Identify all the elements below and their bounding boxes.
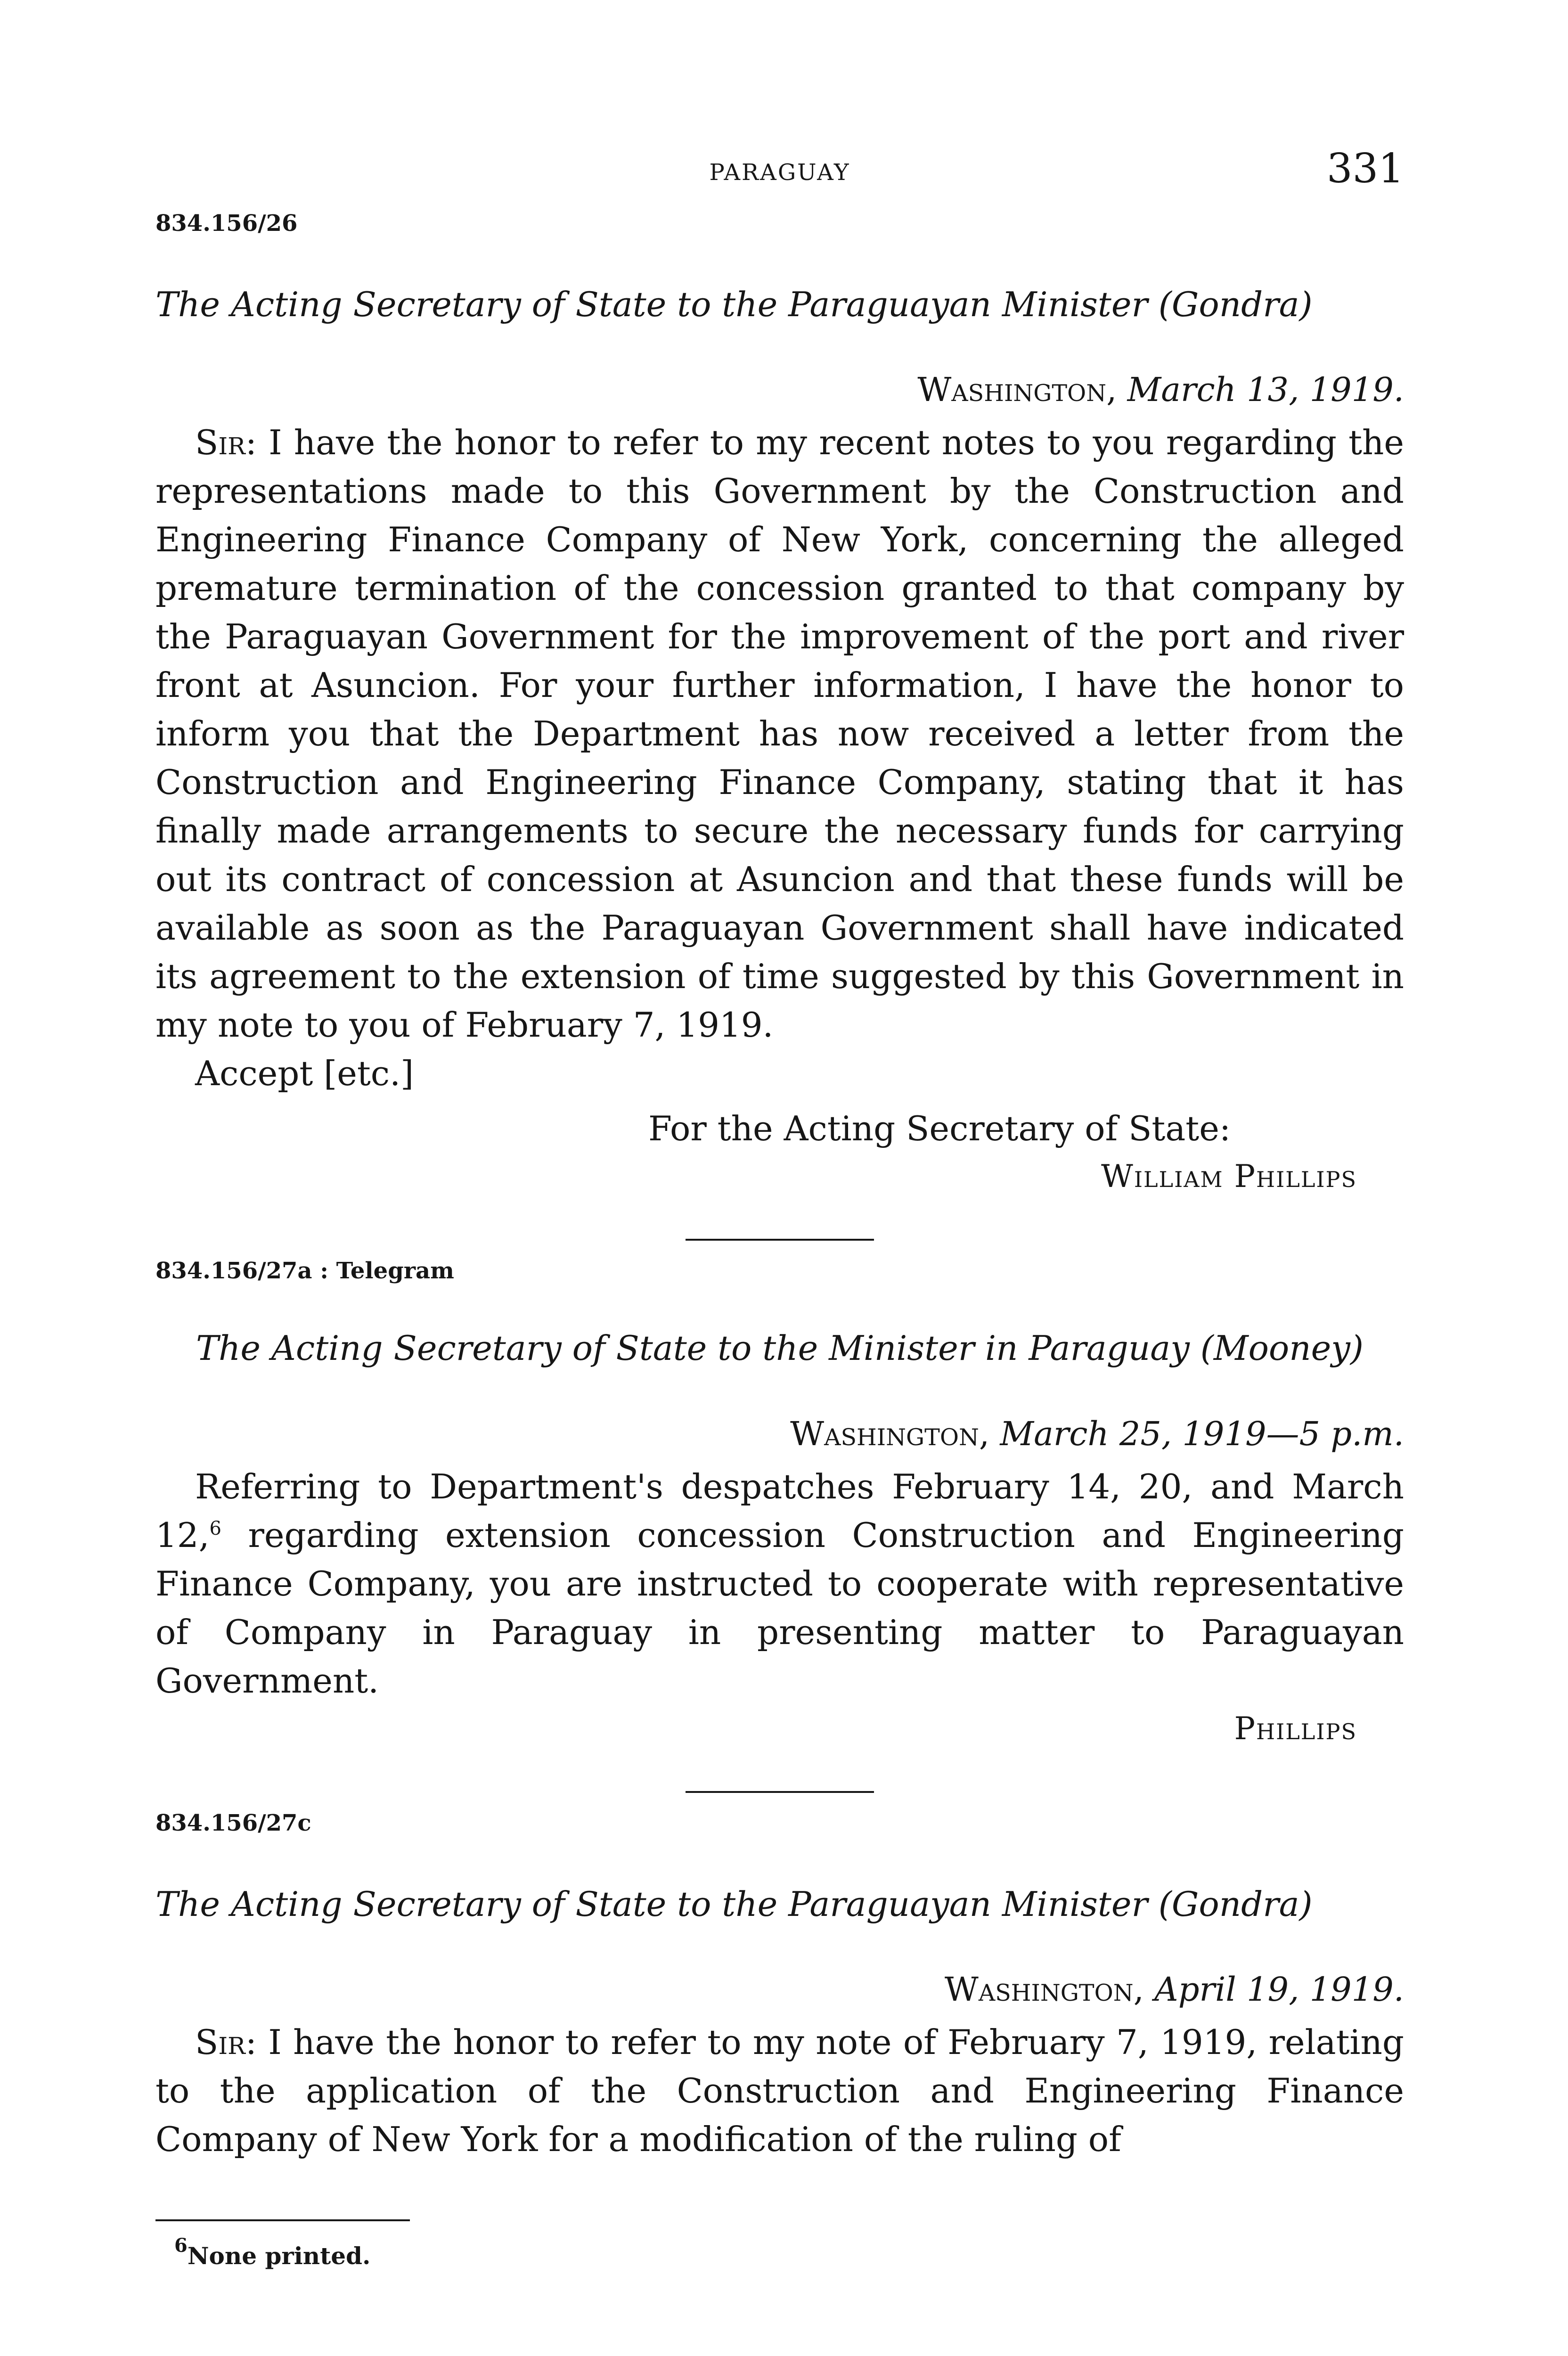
signature: William Phillips (1101, 1158, 1357, 1195)
file-number: 834.156/26 (155, 210, 298, 237)
telegram-body (155, 1463, 1404, 1705)
dateline-date: March 13, 1919. (1127, 370, 1404, 409)
document-3 (155, 1810, 1404, 2164)
body-text: I have the honor to refer to my recent notes to you regarding the representations made to this Government by the Construction and Engineering Finance Company of New York, concerning the alleged premature termination of the concession granted to that company by the Paraguayan Government for the improvement of the port and river front at Asuncion. For your further information, I have the honor to inform you that the Department has now received a letter from the Construction and Engineering Finance Company, stating that it has finally made arrangements to secure the necessary funds for carrying out its contract of concession at Asuncion and that these funds will be available as soon as the Paraguayan Government shall have indicated its agreement to the extension of time suggested by this Government in my note to you of February 7, 1919. (155, 423, 1405, 1045)
body-text-continued: regarding extension concession Construction and Engineering Finance Company, you are instructed to cooperate with representative of Company in Paraguay in presenting matter to Paraguayan Government. (155, 1515, 1404, 1701)
body-text: I have the honor to refer to my note of February 7, 1919, relating to the application of the Construction and Engineering Finance Company of New York for a modification of the ruling of (155, 2022, 1404, 2160)
footnote-marker: 6 (174, 2234, 188, 2257)
document-title: The Acting Secretary of State to the Paraguayan Minister (Gondra) (155, 1884, 1313, 1924)
signature-attribution: For the Acting Secretary of State: (648, 1109, 1231, 1149)
footnote-reference: 6 (209, 1517, 221, 1539)
letter-body (155, 418, 1404, 1049)
body-text: Referring to Department's despatches February 14, 20, and March 12, (155, 1466, 1404, 1555)
document-page (155, 141, 1404, 2270)
closing: Accept [etc.] (195, 1054, 414, 1094)
file-number: 834.156/27c (155, 1809, 311, 1836)
dateline (155, 370, 1404, 409)
footnote-text: None printed. (187, 2242, 371, 2270)
dateline (155, 1415, 1404, 1453)
dateline-place: Washington, (790, 1414, 990, 1453)
dateline-place: Washington, (917, 370, 1117, 409)
footnote-rule (155, 2219, 410, 2221)
dateline-date: March 25, 1919—5 p.m. (1000, 1414, 1404, 1453)
footnote (174, 2234, 1404, 2270)
document-title: The Acting Secretary of State to the Minister in Paraguay (Mooney) (196, 1328, 1364, 1368)
page-number: 331 (1326, 145, 1404, 192)
running-header (155, 141, 1404, 193)
document-title: The Acting Secretary of State to the Paraguayan Minister (Gondra) (155, 285, 1313, 324)
signature: Phillips (1234, 1710, 1357, 1747)
document-1 (155, 210, 1404, 1200)
file-number: 834.156/27a : Telegram (155, 1258, 454, 1284)
document-2 (155, 1258, 1404, 1752)
dateline (155, 1970, 1404, 2009)
section-divider (686, 1791, 874, 1793)
salutation: Sir: (195, 423, 257, 463)
section-divider (686, 1239, 874, 1241)
salutation: Sir: (195, 2022, 257, 2062)
running-title: PARAGUAY (709, 159, 850, 186)
dateline-date: April 19, 1919. (1154, 1970, 1404, 2009)
letter-body (155, 2018, 1404, 2164)
dateline-place: Washington, (944, 1970, 1144, 2009)
